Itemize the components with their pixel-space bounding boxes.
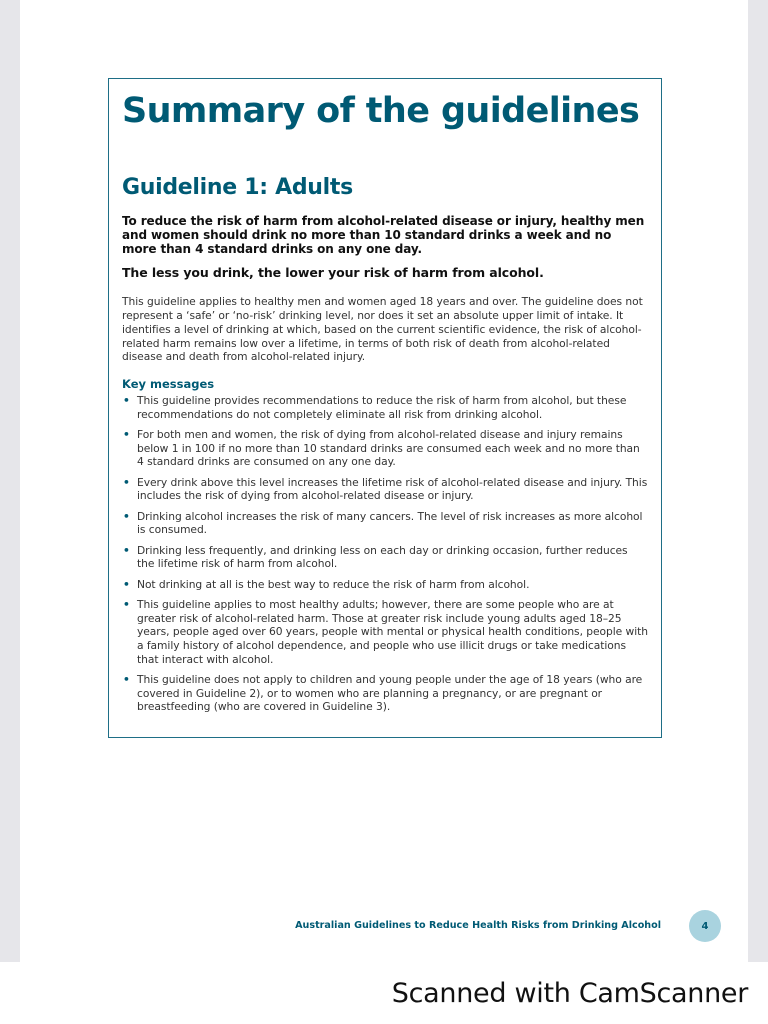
key-messages-heading: Key messages: [122, 376, 215, 391]
guideline-lead: To reduce the risk of harm from alcohol-related disease or injury, healthy men and women should drink no more than 10 standard drinks a week and no more than 4 standard drinks on any one day.: [122, 214, 645, 256]
bullet-icon: •: [123, 427, 130, 441]
list-item: • Drinking alcohol increases the risk of many cancers. The level of risk increases as more alcohol is consumed.: [123, 509, 643, 537]
guideline-heading: Guideline 1: Adults: [122, 175, 353, 200]
list-item: • Not drinking at all is the best way to reduce the risk of harm from alcohol.: [123, 577, 530, 591]
bullet-icon: •: [123, 393, 130, 407]
guideline-body: This guideline applies to healthy men and women aged 18 years and over. The guideline does not represent a ‘safe’ or ‘no-risk’ drinking level, nor does it set an absolute upper limit of intake. It identifies a level of drinking at which, based on the current scientific evidence, the risk of alcohol-related harm remains low over a lifetime, in terms of both risk of death from alcohol-related disease and death from alcohol-related injury.: [122, 295, 643, 364]
summary-box: [108, 78, 662, 738]
list-item: • Every drink above this level increases the lifetime risk of alcohol-related disease and injury. This includes the risk of dying from alcohol-related disease or injury.: [123, 475, 648, 503]
list-item: • This guideline applies to most healthy adults; however, there are some people who are at greater risk of alcohol-related harm. Those at greater risk include young adults aged 18–25 years, people aged over 60 years, people with mental or physical health conditions, people with a family history of alcohol dependence, and people who use illicit drugs or take medications that interact with alcohol.: [123, 597, 649, 666]
key-messages-list: [122, 394, 648, 714]
list-item: • This guideline provides recommendations to reduce the risk of harm from alcohol, but these recommendations do not completely eliminate all risk from drinking alcohol.: [123, 393, 627, 421]
bullet-icon: •: [123, 597, 130, 611]
bullet-icon: •: [123, 543, 130, 557]
bullet-icon: •: [123, 673, 130, 687]
scan-watermark-bar: [0, 962, 768, 1024]
list-item: • For both men and women, the risk of dying from alcohol-related disease and injury remains below 1 in 100 if no more than 10 standard drinks are consumed each week and no more than 4 standard drinks are consumed on any one day.: [123, 427, 640, 469]
list-item: • Drinking less frequently, and drinking less on each day or drinking occasion, further reduces the lifetime risk of harm from alcohol.: [123, 543, 628, 571]
page-title: Summary of the guidelines: [122, 91, 640, 131]
page-number-badge: 4: [689, 910, 721, 942]
bullet-icon: •: [123, 475, 130, 489]
running-footer-title: Australian Guidelines to Reduce Health Risks from Drinking Alcohol: [295, 920, 661, 931]
scan-watermark: Scanned with CamScanner: [391, 978, 748, 1009]
list-item: • This guideline does not apply to children and young people under the age of 18 years (who are covered in Guideline 2), or to women who are planning a pregnancy, or are pregnant or breastfeeding (who are covered in Guideline 3).: [123, 673, 643, 714]
bullet-icon: •: [123, 577, 130, 591]
document-page: [20, 0, 748, 962]
guideline-lead-secondary: The less you drink, the lower your risk of harm from alcohol.: [122, 265, 544, 281]
bullet-icon: •: [123, 509, 130, 523]
